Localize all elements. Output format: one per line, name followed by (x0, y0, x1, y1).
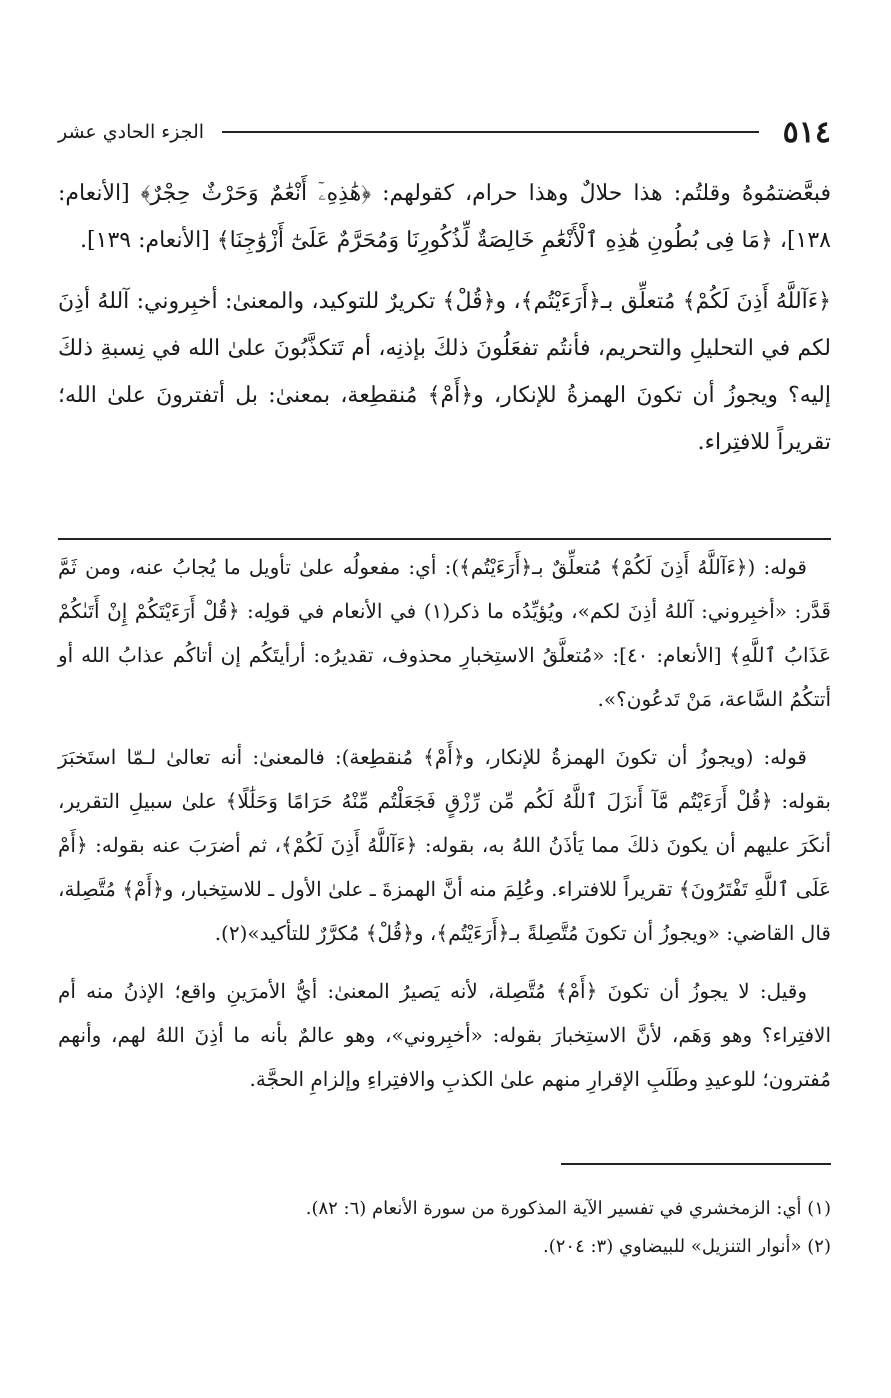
page-number: ٥١٤ (782, 114, 831, 150)
main-paragraph-1: فبعَّضتمُوهُ وقلتُم: هذا حلالٌ وهذا حرام، كقولهم: ﴿هَٰذِهِۦٓ أَنْعَٰمٌ وَحَرْثٌ حِجْرٌ﴾ [الأنعام: ١٣٨]، ﴿مَا فِى بُطُونِ هَٰذِهِ ٱلْأَنْعَٰمِ خَالِصَةٌ لِّذُكُورِنَا وَمُحَرَّمٌ عَلَىٰٓ أَزْوَٰجِنَا﴾ [الأنعام: ١٣٩]. (58, 181, 831, 253)
footnotes (58, 1190, 831, 1266)
running-title: الجزء الحادي عشر (58, 121, 205, 143)
commentary-paragraph-3: وقيل: لا يجوزُ أن تكونَ ﴿أَمْ﴾ مُتَّصِلة، لأنه يَصيرُ المعنىٰ: أيُّ الأمرَينِ واقع؛ الإذنُ منه أم الافتِراء؟ وهو وَهَم، لأنَّ الاستِخبارَ بقوله: «أخبِروني»، وهو عالمٌ بأنه ما أذِنَ اللهُ لهم، وأنهم مُفترون؛ للوعيدِ وطَلَبِ الإقرارِ منهم علىٰ الكذبِ والافتِراءِ وإلزامِ الحجَّة. (58, 979, 831, 1091)
footnote-divider (561, 1163, 831, 1165)
commentary-paragraph-2: قوله: (ويجوزُ أن تكونَ الهمزةُ للإنكار، و﴿أَمْ﴾ مُنقطِعة): فالمعنىٰ: أنه تعالىٰ لـمّا استَخبَرَ بقوله: ﴿قُلْ أَرَءَيْتُم مَّآ أَنزَلَ ٱللَّهُ لَكُم مِّن رِّزْقٍ فَجَعَلْتُم مِّنْهُ حَرَامًا وَحَلَٰلًا﴾ علىٰ سبيلِ التقرير، أنكَرَ عليهم أن يكونَ ذلكَ مما يَأذَنُ اللهُ به، بقوله: ﴿ءَآللَّهُ أَذِنَ لَكُمْ﴾، ثم أضرَبَ عنه بقوله: ﴿أَمْ عَلَى ٱللَّهِ تَفْتَرُونَ﴾ تقريراً للافتراء. وعُلِمَ منه أنَّ الهمزةَ ـ علىٰ الأول ـ للاستِخبار، و﴿أَمْ﴾ مُتَّصِلة، قال القاضي: «ويجوزُ أن تكونَ مُتَّصِلةً بـ﴿أَرَءَيْتُم﴾، و﴿قُلْ﴾ مُكرَّرٌ للتأكيد»(٢). (58, 745, 831, 945)
main-commentary-divider (58, 538, 831, 540)
page-header (58, 110, 831, 154)
footnote-2: (٢) «أنوار التنزيل» للبيضاوي (٣: ٢٠٤). (542, 1236, 831, 1257)
header-rule (222, 131, 759, 133)
commentary-paragraph-1: قوله: (﴿ءَآللَّهُ أَذِنَ لَكُمْ﴾ مُتعلِّقٌ بـ﴿أَرَءَيْتُم﴾): أي: مفعولُه علىٰ تأويل ما يُجابُ عنه، ومن ثَمَّ قَدَّر: «أخبِروني: آللهُ أذِنَ لكم»، ويُؤيِّدُه ما ذكر(١) في الأنعام في قولِه: ﴿قُلْ أَرَءَيْتَكُمْ إِنْ أَتَىٰكُمْ عَذَابُ ٱللَّهِ﴾ [الأنعام: ٤٠]: «مُتعلَّقُ الاستِخبارِ محذوف، تقديرُه: أرأيتَكُم إن أتاكُم عذابُ الله أو أتتكُمُ السَّاعة، مَنْ تَدعُون؟». (58, 555, 832, 711)
main-paragraph-2: ﴿ءَآللَّهُ أَذِنَ لَكُمْ﴾ مُتعلِّق بـ﴿أَرَءَيْتُم﴾، و﴿قُلْ﴾ تكريرٌ للتوكيد، والمعنىٰ: أخبِروني: آللهُ أذِنَ لكم في التحليلِ والتحريم، فأنتُم تفعَلُونَ ذلكَ بإذنِه، أم تَتكذَّبُونَ علىٰ الله في نِسبةِ ذلكَ إليه؟ ويجوزُ أن تكونَ الهمزةُ للإنكار، و﴿أَمْ﴾ مُنقطِعة، بمعنىٰ: بل أتفترونَ علىٰ الله؛ تقريراً للافتِراء. (58, 289, 831, 455)
main-text (58, 170, 831, 480)
footnote-1: (١) أي: الزمخشري في تفسير الآية المذكورة من سورة الأنعام (٦: ٨٢). (305, 1198, 831, 1219)
commentary-text (58, 545, 831, 1115)
